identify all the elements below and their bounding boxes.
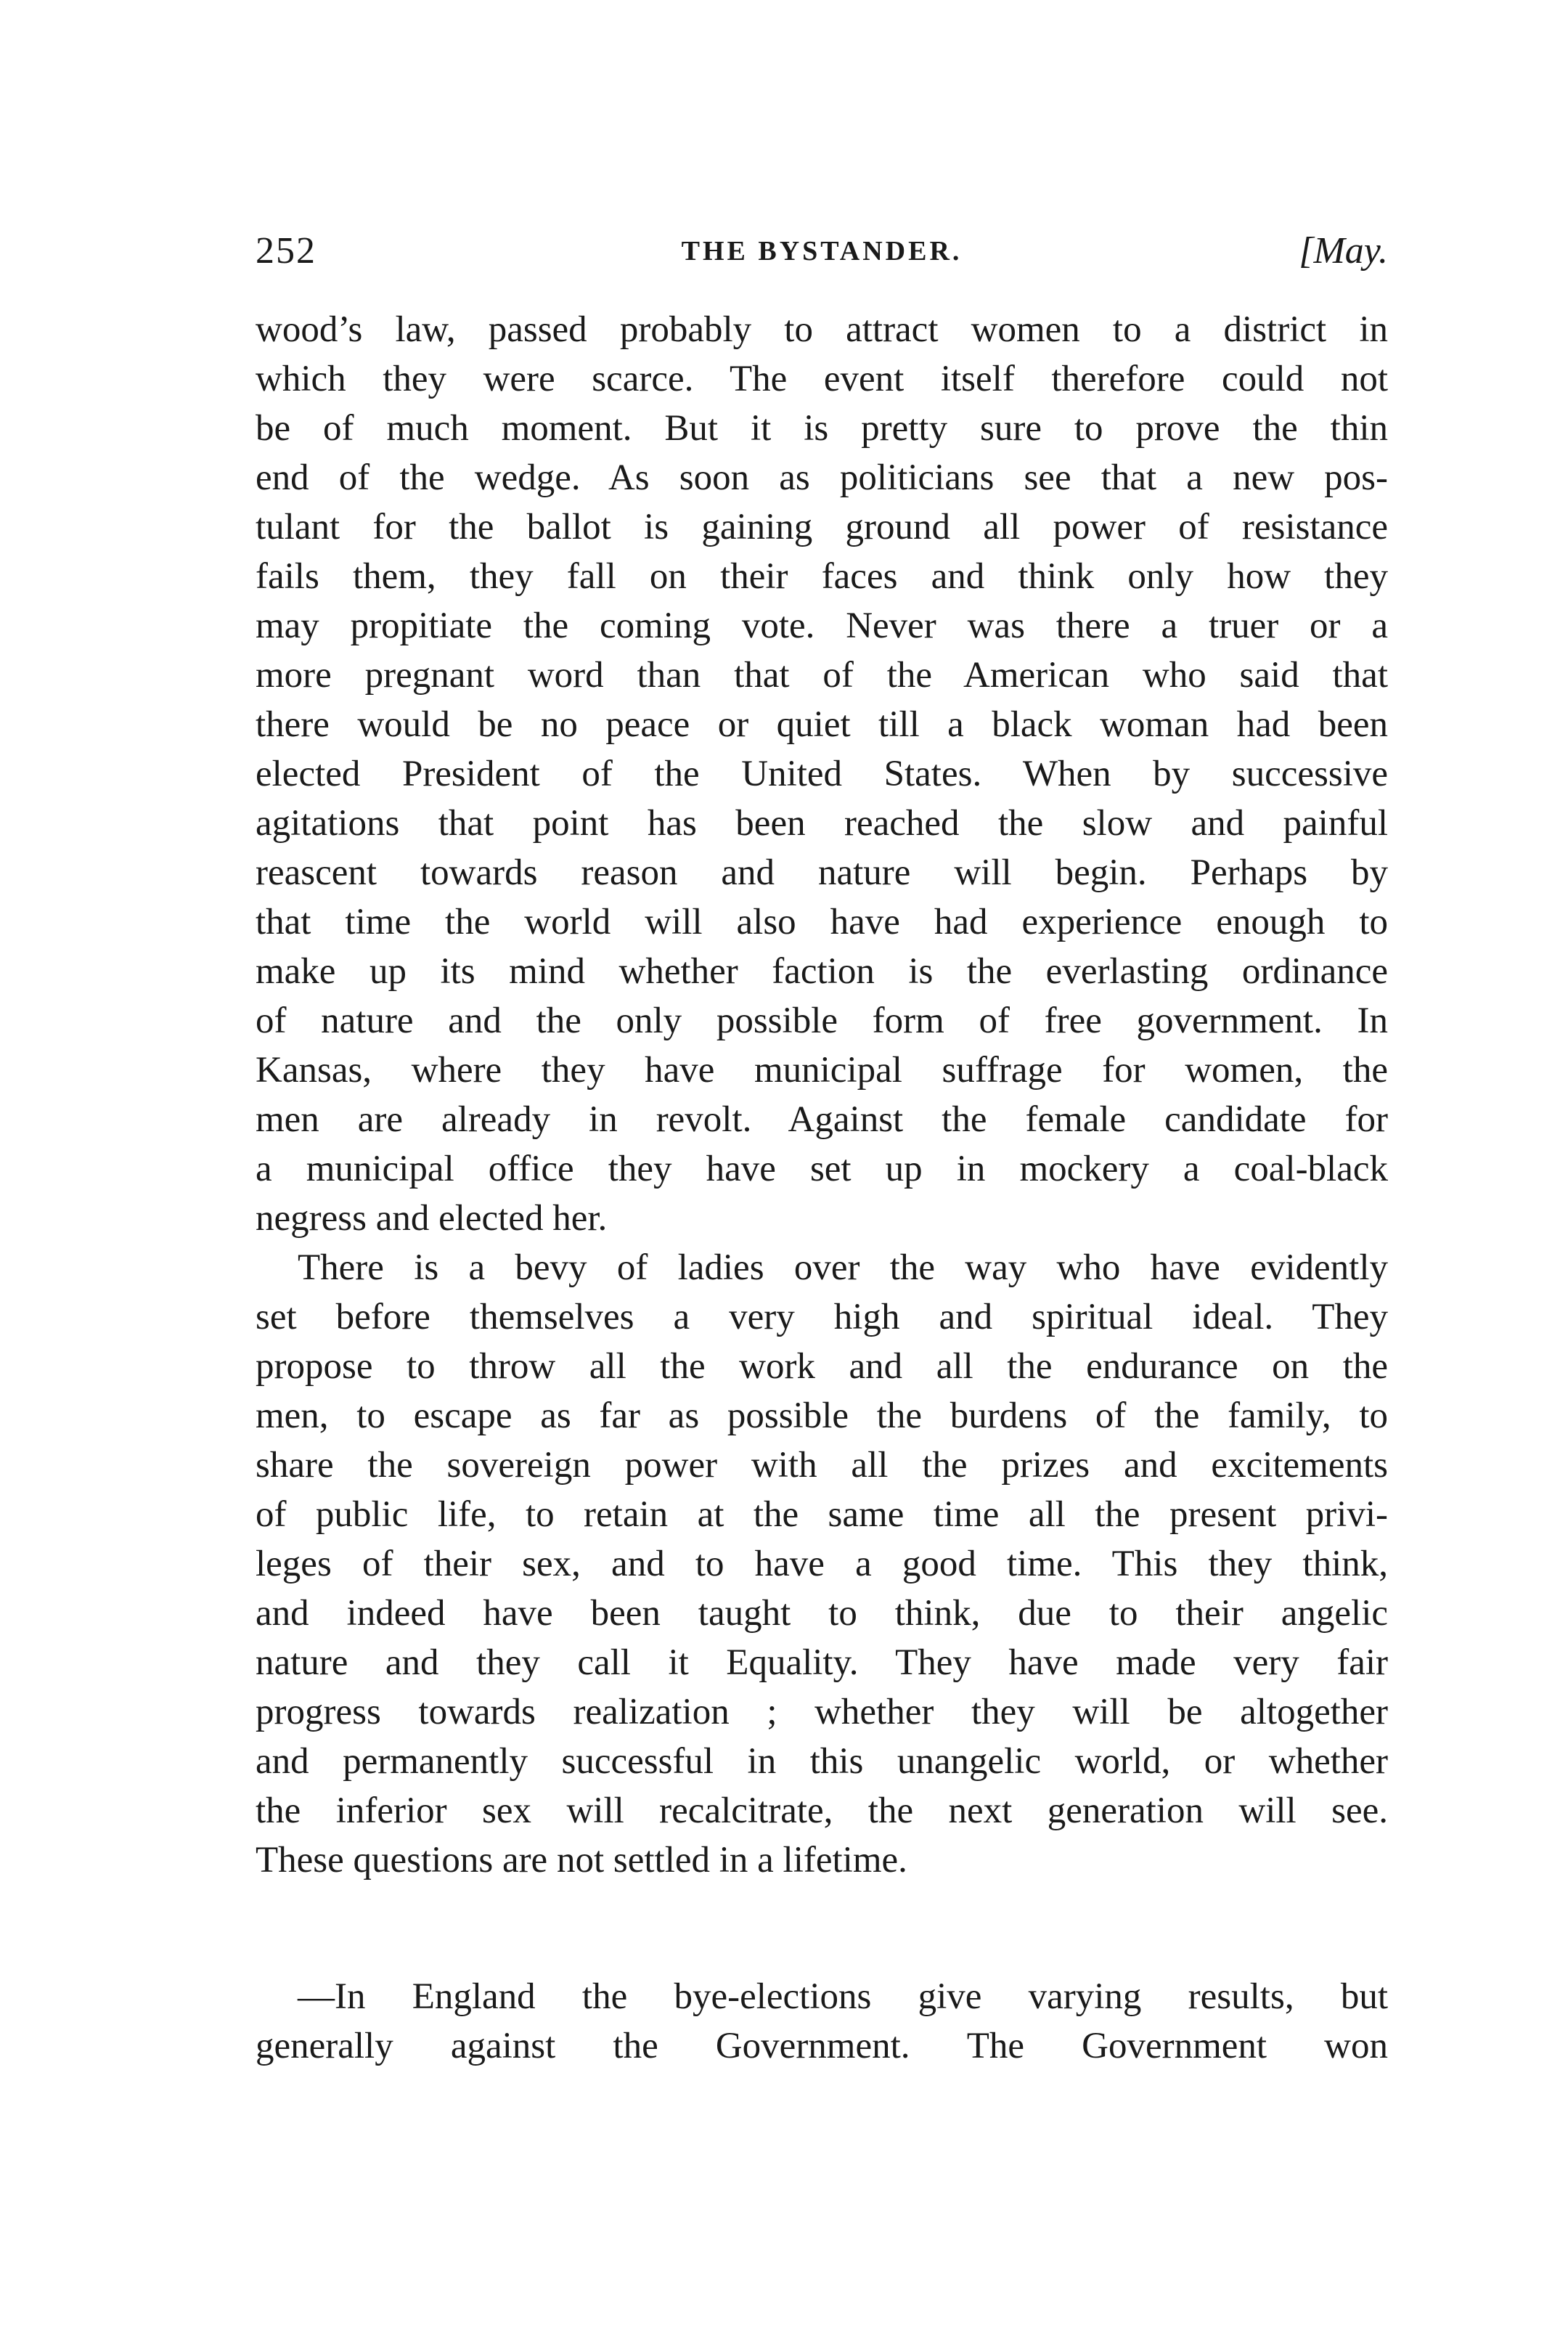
text-line: —In England the bye-elections give varying results, but [298, 1976, 1388, 2017]
text-line: reascent towards reason and nature will begin. Perhaps by [256, 852, 1388, 893]
text-line: men, to escape as far as possible the burdens of the family, to [256, 1395, 1388, 1436]
text-line: which they were scarce. The event itself therefore could not [256, 359, 1388, 399]
text-line: Kansas, where they have municipal suffrage for women, the [256, 1050, 1388, 1091]
text-line: and indeed have been taught to think, due to their angelic [256, 1593, 1388, 1634]
text-line: of public life, to retain at the same time all the present privi- [256, 1494, 1388, 1535]
text-line: progress towards realization ; whether they will be altogether [256, 1692, 1388, 1732]
text-line: agitations that point has been reached the slow and painful [256, 803, 1388, 844]
text-line: be of much moment. But it is pretty sure to prove the thin [256, 408, 1388, 449]
text-line: fails them, they fall on their faces and think only how they [256, 556, 1388, 597]
text-line: negress and elected her. [256, 1198, 608, 1239]
text-line: elected President of the United States. When by successive [256, 754, 1388, 794]
page-header [256, 229, 1388, 288]
text-line: share the sovereign power with all the prizes and excitements [256, 1445, 1388, 1486]
text-line: may propitiate the coming vote. Never was there a truer or a [256, 606, 1388, 646]
text-line: more pregnant word than that of the American who said that [256, 655, 1388, 696]
text-line: wood’s law, passed probably to attract women to a district in [256, 309, 1388, 350]
text-line: make up its mind whether faction is the everlasting ordinance [256, 951, 1388, 992]
text-line: leges of their sex, and to have a good time. This they think, [256, 1544, 1388, 1584]
text-line: and permanently successful in this unangelic world, or whether [256, 1741, 1388, 1782]
paragraph-ladies [256, 1243, 1388, 1885]
month-label: [May. [1299, 230, 1388, 272]
text-line: set before themselves a very high and spiritual ideal. They [256, 1297, 1388, 1337]
running-title: THE BYSTANDER. [681, 236, 963, 266]
page-number: 252 [256, 230, 317, 272]
text-line: men are already in revolt. Against the female candidate for [256, 1099, 1388, 1140]
paragraph-england [256, 1972, 1388, 2071]
text-line: These questions are not settled in a lifetime. [256, 1840, 907, 1880]
text-line: generally against the Government. The Government won [256, 2026, 1388, 2066]
text-line: of nature and the only possible form of free government. In [256, 1001, 1388, 1041]
text-line: end of the wedge. As soon as politicians see that a new pos- [256, 457, 1388, 498]
paragraph-suffrage [256, 305, 1388, 1243]
text-line: that time the world will also have had experience enough to [256, 902, 1388, 942]
text-line: the inferior sex will recalcitrate, the next generation will see. [256, 1790, 1388, 1831]
text-line: propose to throw all the work and all the endurance on the [256, 1346, 1388, 1387]
text-line: tulant for the ballot is gaining ground all power of resistance [256, 507, 1388, 547]
text-line: a municipal office they have set up in mockery a coal-black [256, 1149, 1388, 1189]
text-line: There is a bevy of ladies over the way who have evidently [298, 1247, 1388, 1288]
text-line: nature and they call it Equality. They have made very fair [256, 1642, 1388, 1683]
text-line: there would be no peace or quiet till a black woman had been [256, 704, 1388, 745]
